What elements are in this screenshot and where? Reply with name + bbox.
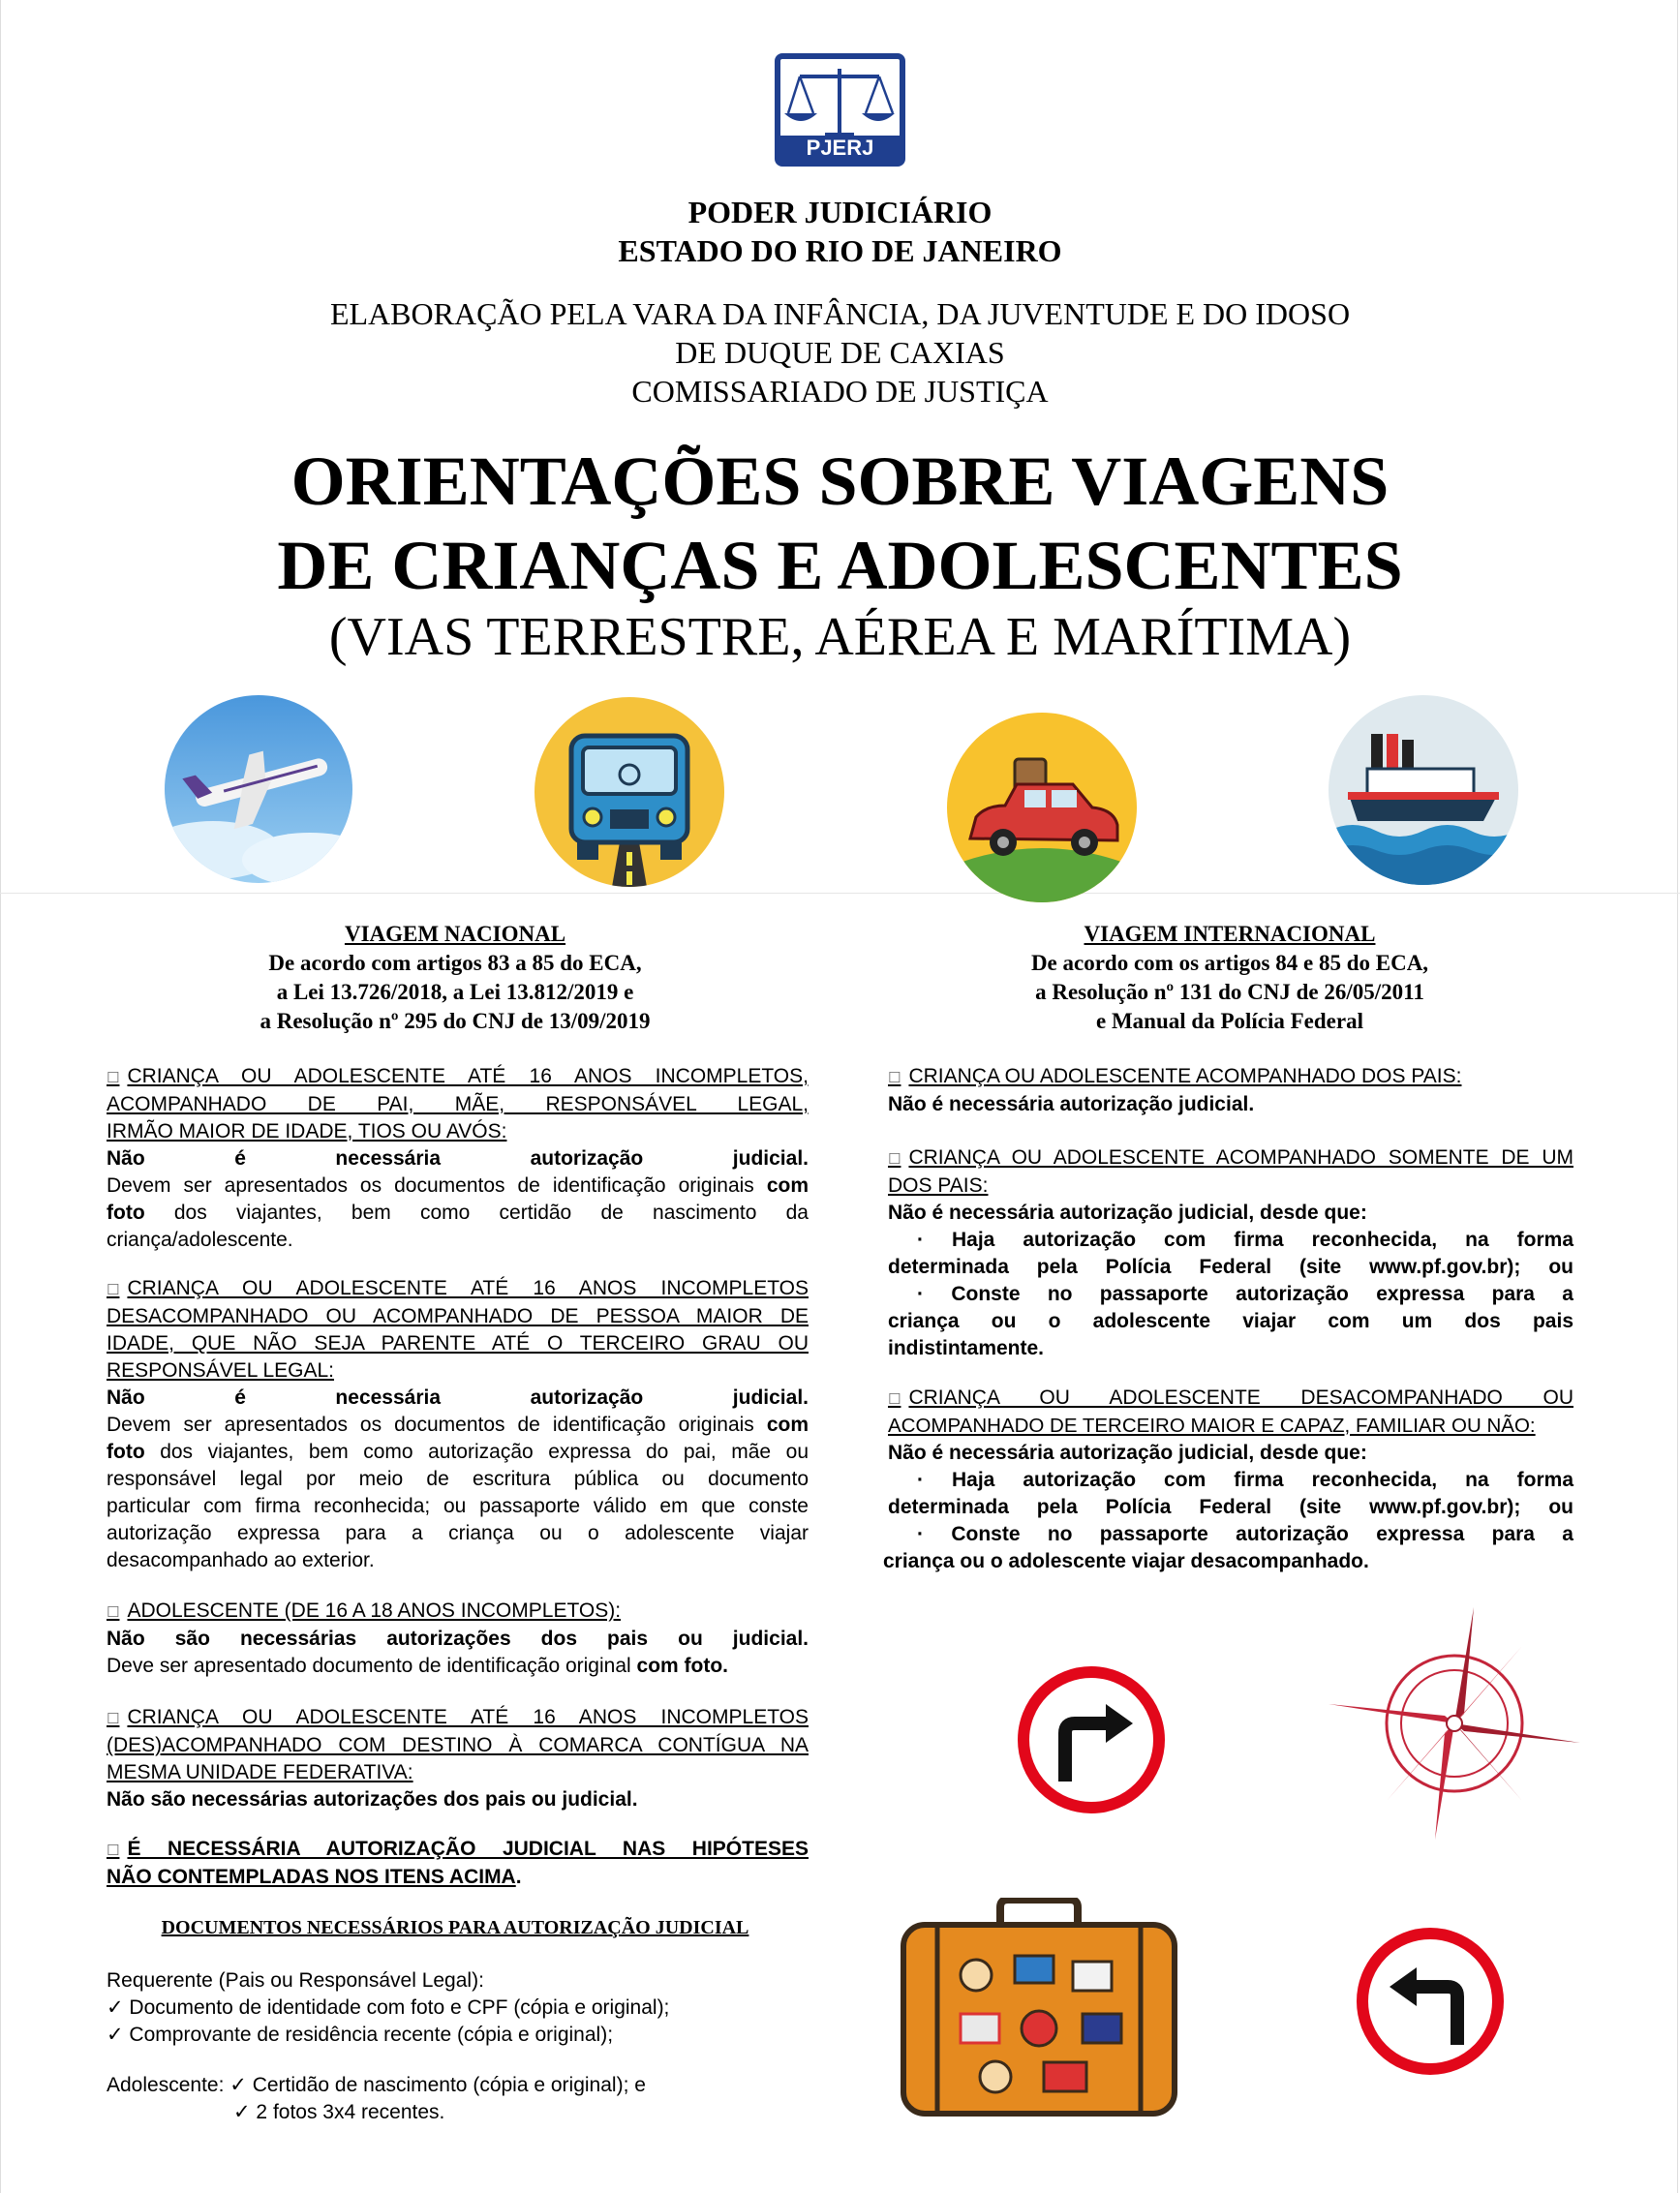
- logo-text: PJERJ: [780, 136, 900, 161]
- section-text: autorização expressa para a criança ou o adolescente viajar: [107, 1522, 809, 1544]
- section-conclusion: Não é necessária autorização judicial.: [888, 1093, 1255, 1115]
- section-text-bold: com foto.: [636, 1655, 729, 1677]
- section-text-bold: determinada pela Polícia Federal (site www.pf.gov.br); ou: [888, 1496, 1573, 1518]
- section-conclusion: Não é necessária autorização judicial.: [107, 1147, 809, 1170]
- section-text-bold: criança ou o adolescente viajar com um dos pais: [888, 1310, 1573, 1332]
- section-text: particular com firma reconhecida; ou passaporte válido em que conste: [107, 1495, 809, 1517]
- section-title: (DES)ACOMPANHADO COM DESTINO À COMARCA CONTÍGUA NA: [107, 1734, 809, 1756]
- checkbox-icon: ☐: [107, 1710, 120, 1727]
- checkbox-icon: ☐: [107, 1603, 120, 1621]
- checkbox-icon: ☐: [888, 1150, 901, 1168]
- section-conclusion: Não é necessária autorização judicial, desde que:: [888, 1202, 1367, 1224]
- header-sub-1: ELABORAÇÃO PELA VARA DA INFÂNCIA, DA JUVENTUDE E DO IDOSO: [329, 296, 1351, 331]
- nacional-heading: VIAGEM NACIONAL: [344, 922, 566, 946]
- internacional-section-2: [888, 1144, 1573, 1362]
- header-sub-2: DE DUQUE DE CAXIAS: [675, 335, 1005, 370]
- main-title-line-3: (VIAS TERRESTRE, AÉREA E MARÍTIMA): [328, 607, 1352, 667]
- section-conclusion: Não são necessárias autorizações dos pais ou judicial.: [107, 1628, 809, 1650]
- section-title: CRIANÇA OU ADOLESCENTE DESACOMPANHADO OU: [908, 1386, 1573, 1409]
- nacional-section-2: [107, 1275, 809, 1574]
- section-text: responsável legal por meio de escritura pública ou documento: [107, 1468, 809, 1490]
- docs-item: ✓ Documento de identidade com foto e CPF (cópia e original);: [107, 1996, 670, 2019]
- nacional-section-4: [107, 1704, 809, 1813]
- docs-list: [107, 1967, 809, 2126]
- turn-right-sign-icon: [1017, 1665, 1166, 1814]
- checkbox-icon: ☐: [107, 1281, 120, 1298]
- ship-icon: [1329, 695, 1518, 885]
- bus-icon: [535, 697, 724, 887]
- internacional-ref-1: De acordo com os artigos 84 e 85 do ECA,: [1030, 951, 1429, 975]
- section-text: Devem ser apresentados os documentos de identificação originais: [107, 1414, 754, 1436]
- nacional-ref-1: De acordo com artigos 83 a 85 do ECA,: [268, 951, 642, 975]
- section-conclusion: Não é necessária autorização judicial, desde que:: [888, 1442, 1367, 1464]
- car-icon: [947, 713, 1137, 902]
- nacional-section-1: [107, 1063, 809, 1254]
- internacional-section-3: [883, 1385, 1573, 1575]
- section-title: ACOMPANHADO DE PAI, MÃE, RESPONSÁVEL LEGAL,: [107, 1093, 809, 1115]
- nacional-section-3: [107, 1598, 809, 1680]
- section-text-bold: com: [766, 1414, 809, 1436]
- turn-left-sign-icon: [1356, 1927, 1506, 2077]
- section-text-bold: com: [766, 1174, 809, 1197]
- section-title: CRIANÇA OU ADOLESCENTE ATÉ 16 ANOS INCOMPLETOS,: [127, 1065, 809, 1087]
- docs-item: ✓ Comprovante de residência recente (cópia e original);: [107, 2024, 614, 2046]
- nacional-ref-3: a Resolução nº 295 do CNJ de 13/09/2019: [260, 1009, 651, 1033]
- suitcase-icon: [899, 1898, 1179, 2120]
- checkbox-icon: ☐: [888, 1390, 901, 1408]
- section-title: MESMA UNIDADE FEDERATIVA:: [107, 1761, 413, 1783]
- docs-item: ✓ Certidão de nascimento (cópia e original); e: [229, 2074, 646, 2096]
- internacional-ref-3: e Manual da Polícia Federal: [1096, 1009, 1363, 1033]
- section-text: Devem ser apresentados os documentos de identificação originais: [107, 1174, 754, 1197]
- section-title: IDADE, QUE NÃO SEJA PARENTE ATÉ O TERCEIRO GRAU OU: [107, 1332, 809, 1355]
- internacional-heading: VIAGEM INTERNACIONAL: [1084, 922, 1376, 946]
- compass-rose-icon: [1329, 1607, 1580, 1840]
- nacional-section-5: [107, 1836, 809, 1891]
- header-sub-3: COMISSARIADO DE JUSTIÇA: [631, 374, 1049, 409]
- section-text-bold: · Conste no passaporte autorização expressa para a: [917, 1283, 1573, 1305]
- main-title-line-1: ORIENTAÇÕES SOBRE VIAGENS: [290, 442, 1390, 520]
- section-title: IRMÃO MAIOR DE IDADE, TIOS OU AVÓS:: [107, 1120, 507, 1142]
- airplane-icon: [165, 695, 352, 883]
- section-title: NÃO CONTEMPLADAS NOS ITENS ACIMA: [107, 1866, 516, 1888]
- checkbox-icon: ☐: [888, 1069, 901, 1086]
- checkbox-icon: ☐: [107, 1842, 120, 1859]
- internacional-ref-2: a Resolução nº 131 do CNJ de 26/05/2011: [1035, 980, 1424, 1004]
- section-title: DESACOMPANHADO OU ACOMPANHADO DE PESSOA MAIOR DE: [107, 1305, 809, 1327]
- docs-adolescente: Adolescente:: [107, 2074, 225, 2096]
- internacional-section-1: [888, 1063, 1573, 1118]
- section-text: Deve ser apresentado documento de identificação original: [107, 1655, 631, 1677]
- internacional-heading-block: [876, 920, 1583, 1036]
- main-title-line-2: DE CRIANÇAS E ADOLESCENTES: [277, 527, 1403, 604]
- section-title-end: .: [515, 1866, 522, 1888]
- section-text-bold: indistintamente.: [888, 1337, 1045, 1359]
- docs-heading: DOCUMENTOS NECESSÁRIOS PARA AUTORIZAÇÃO JUDICIAL: [161, 1917, 749, 1938]
- scales-of-justice-icon: [780, 63, 900, 140]
- section-title: É NECESSÁRIA AUTORIZAÇÃO JUDICIAL NAS HIPÓTESES: [127, 1838, 809, 1860]
- section-title: CRIANÇA OU ADOLESCENTE ACOMPANHADO SOMENTE DE UM: [908, 1146, 1573, 1169]
- section-title: CRIANÇA OU ADOLESCENTE ATÉ 16 ANOS INCOMPLETOS: [127, 1706, 809, 1728]
- section-conclusion: Não é necessária autorização judicial.: [107, 1386, 809, 1409]
- header-line-2: ESTADO DO RIO DE JANEIRO: [618, 233, 1062, 268]
- checkbox-icon: ☐: [107, 1069, 120, 1086]
- section-text: criança/adolescente.: [107, 1229, 293, 1251]
- section-text-bold: foto: [107, 1441, 145, 1463]
- docs-requerente: Requerente (Pais ou Responsável Legal):: [107, 1969, 484, 1992]
- header-line-1: PODER JUDICIÁRIO: [687, 195, 993, 229]
- section-title: CRIANÇA OU ADOLESCENTE ACOMPANHADO DOS PAIS:: [908, 1065, 1462, 1087]
- section-text: dos viajantes, bem como certidão de nascimento da: [173, 1202, 809, 1224]
- docs-item: ✓ 2 fotos 3x4 recentes.: [233, 2101, 445, 2123]
- section-text-bold: · Conste no passaporte autorização expressa para a: [917, 1523, 1573, 1545]
- section-title: CRIANÇA OU ADOLESCENTE ATÉ 16 ANOS INCOMPLETOS: [127, 1277, 809, 1299]
- section-text-bold: determinada pela Polícia Federal (site www.pf.gov.br); ou: [888, 1256, 1573, 1278]
- section-text-bold: · Haja autorização com firma reconhecida, na forma: [917, 1229, 1573, 1251]
- section-conclusion: Não são necessárias autorizações dos pais ou judicial.: [107, 1788, 638, 1811]
- section-title: ADOLESCENTE (DE 16 A 18 ANOS INCOMPLETOS):: [127, 1599, 622, 1622]
- pjerj-logo: [775, 53, 905, 167]
- section-title: RESPONSÁVEL LEGAL:: [107, 1359, 334, 1382]
- section-title: ACOMPANHADO DE TERCEIRO MAIOR E CAPAZ, FAMILIAR OU NÃO:: [888, 1415, 1536, 1437]
- section-text: dos viajantes, bem como autorização expressa do pai, mãe ou: [160, 1441, 809, 1463]
- page-break-line: [0, 893, 1680, 894]
- section-title: DOS PAIS:: [888, 1174, 989, 1197]
- section-text-bold: · Haja autorização com firma reconhecida, na forma: [917, 1469, 1573, 1491]
- section-text-bold: foto: [107, 1202, 145, 1224]
- section-text: desacompanhado ao exterior.: [107, 1549, 375, 1571]
- nacional-ref-2: a Lei 13.726/2018, a Lei 13.812/2019 e: [276, 980, 634, 1004]
- nacional-heading-block: [107, 920, 804, 1036]
- section-text-bold: criança ou o adolescente viajar desacompanhado.: [883, 1550, 1369, 1572]
